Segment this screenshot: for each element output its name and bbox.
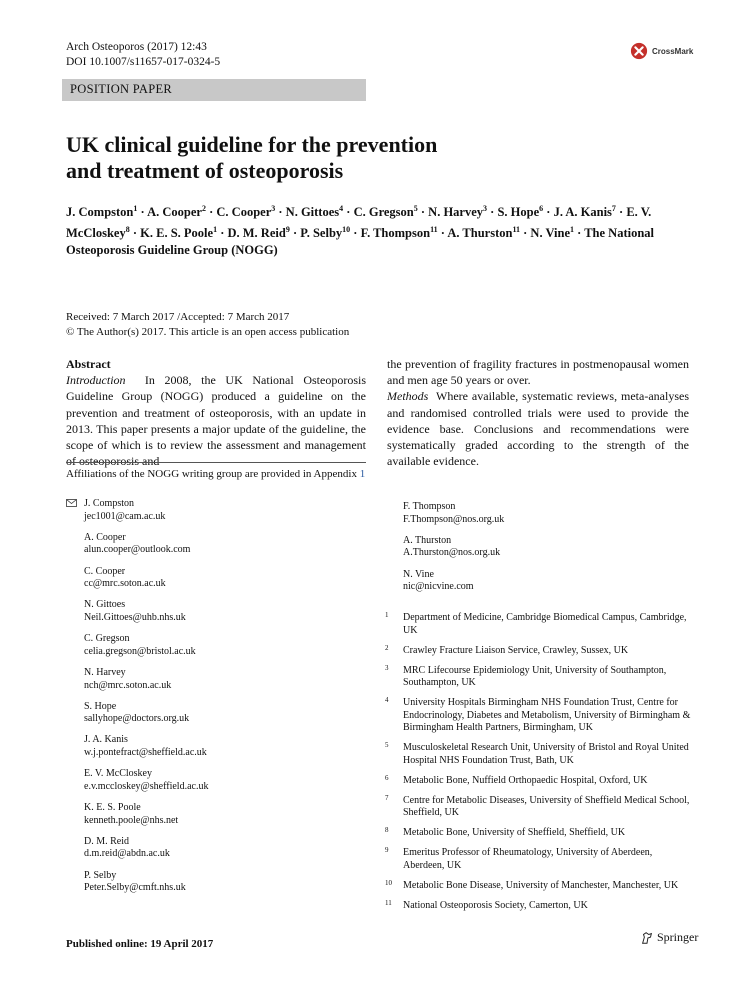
contact-entry bbox=[66, 836, 366, 861]
contact-name: E. V. McCloskey bbox=[84, 768, 152, 780]
affiliation-number: 1 bbox=[385, 611, 389, 619]
contact-name: C. Gregson bbox=[84, 633, 130, 645]
affiliation-number: 9 bbox=[385, 846, 389, 855]
affiliation-text: University Hospitals Birmingham NHS Foundation Trust, Centre for Endocrinology, Diabetes and Metabolism, University of Birmingham & Birmingham Health Partners, Birmingham, UK bbox=[403, 697, 691, 734]
affiliation-list bbox=[385, 612, 695, 920]
contact-email[interactable]: F.Thompson@nos.org.uk bbox=[403, 513, 505, 525]
author-name[interactable]: E. V. McCloskey bbox=[66, 205, 652, 241]
intro-text: In 2008, the UK National Osteoporosis Guideline Group (NOGG) produced a guideline on the prevention and treatment of osteoporosis, with an update in 2013. This paper presents a major update of the guideline, the scope of which is to review the assessment and management of osteoporosis and bbox=[66, 373, 366, 469]
doi-link[interactable]: DOI 10.1007/s11657-017-0324-5 bbox=[66, 56, 221, 68]
affiliation-number: 7 bbox=[385, 793, 389, 802]
crossmark-label: CrossMark bbox=[652, 46, 694, 56]
affiliation-number: 5 bbox=[385, 741, 389, 750]
affiliation-text: Emeritus Professor of Rheumatology, University of Aberdeen, Aberdeen, UK bbox=[403, 847, 653, 872]
contact-name: N. Vine bbox=[403, 568, 434, 580]
abstract-right-column bbox=[387, 356, 689, 469]
affiliation-text: MRC Lifecourse Epidemiology Unit, University of Southampton, Southampton, UK bbox=[403, 664, 667, 689]
contact-name: C. Cooper bbox=[84, 565, 126, 577]
author-affiliation-ref[interactable]: 8 bbox=[125, 225, 130, 235]
author-name[interactable]: P. Selby bbox=[300, 226, 343, 241]
author-name[interactable]: C. Cooper bbox=[216, 205, 272, 220]
author-affiliation-ref[interactable]: 1 bbox=[570, 225, 575, 235]
section-label: POSITION PAPER bbox=[70, 82, 173, 96]
affiliation-entry bbox=[385, 795, 695, 820]
contact-email[interactable]: Peter.Selby@cmft.nhs.uk bbox=[84, 882, 186, 894]
methods-label: Methods bbox=[387, 389, 429, 404]
publisher-logo bbox=[640, 930, 698, 945]
contact-entry bbox=[385, 535, 685, 560]
affiliation-text: Centre for Metabolic Diseases, University of Sheffield Medical School, Sheffield, UK bbox=[403, 794, 690, 819]
author-name[interactable]: S. Hope bbox=[497, 205, 540, 220]
contact-email[interactable]: e.v.mccloskey@sheffield.ac.uk bbox=[84, 780, 209, 792]
contact-entry bbox=[385, 569, 685, 594]
section-bar bbox=[62, 79, 366, 101]
crossmark-badge[interactable] bbox=[630, 42, 693, 60]
contact-name: N. Gittoes bbox=[84, 599, 126, 611]
contact-email[interactable]: nch@mrc.soton.ac.uk bbox=[84, 679, 172, 691]
contacts-left bbox=[66, 498, 366, 903]
affiliation-entry bbox=[385, 880, 695, 893]
author-name[interactable]: F. Thompson bbox=[360, 226, 431, 241]
contacts-right bbox=[385, 501, 685, 602]
author-affiliation-ref[interactable]: 7 bbox=[611, 204, 616, 213]
title-line-1: UK clinical guideline for the prevention bbox=[66, 132, 438, 157]
contact-entry bbox=[66, 734, 366, 759]
contact-entry bbox=[66, 768, 366, 793]
contact-entry bbox=[66, 802, 366, 827]
springer-horse-icon bbox=[640, 931, 654, 945]
author-name[interactable]: A. Cooper bbox=[147, 205, 202, 220]
affiliation-entry bbox=[385, 847, 695, 872]
article-title bbox=[66, 132, 666, 184]
affiliation-text: Crawley Fracture Liaison Service, Crawley, Sussex, UK bbox=[403, 644, 629, 656]
author-name[interactable]: N. Gittoes bbox=[285, 205, 340, 220]
author-affiliation-ref[interactable]: 11 bbox=[512, 225, 520, 235]
contact-name: J. Compston bbox=[84, 498, 135, 509]
contact-email[interactable]: cc@mrc.soton.ac.uk bbox=[84, 578, 166, 590]
contact-email[interactable]: Neil.Gittoes@uhb.nhs.uk bbox=[84, 611, 186, 623]
affiliation-entry bbox=[385, 827, 695, 840]
author-name[interactable]: C. Gregson bbox=[353, 205, 414, 220]
affiliation-entry bbox=[385, 665, 695, 690]
affiliation-text: Metabolic Bone Disease, University of Manchester, Manchester, UK bbox=[403, 880, 679, 892]
author-name[interactable]: N. Vine bbox=[530, 226, 571, 241]
contact-name: F. Thompson bbox=[403, 501, 456, 512]
contact-entry bbox=[385, 501, 685, 526]
affiliation-entry bbox=[385, 742, 695, 767]
author-affiliation-ref[interactable]: 1 bbox=[133, 204, 138, 213]
author-name[interactable]: J. Compston bbox=[66, 205, 134, 220]
contact-entry bbox=[66, 599, 366, 624]
contact-entry bbox=[66, 701, 366, 726]
affiliation-text: Metabolic Bone, Nuffield Orthopaedic Hospital, Oxford, UK bbox=[403, 774, 648, 786]
author-affiliation-ref[interactable]: 9 bbox=[285, 225, 290, 235]
contact-email[interactable]: w.j.pontefract@sheffield.ac.uk bbox=[84, 747, 207, 759]
contact-name: N. Harvey bbox=[84, 666, 126, 678]
affiliation-note-text: Affiliations of the NOGG writing group are provided in Appendix bbox=[66, 468, 360, 480]
title-line-2: and treatment of osteoporosis bbox=[66, 158, 344, 183]
publisher-name: Springer bbox=[657, 930, 699, 944]
contact-entry bbox=[66, 633, 366, 658]
affiliation-entry bbox=[385, 697, 695, 735]
affiliation-number: 4 bbox=[385, 696, 389, 705]
author-affiliation-ref[interactable]: 3 bbox=[271, 204, 276, 213]
author-affiliation-ref[interactable]: 3 bbox=[483, 204, 488, 213]
contact-entry bbox=[66, 532, 366, 557]
affiliation-entry bbox=[385, 645, 695, 658]
crossmark-icon bbox=[630, 42, 648, 60]
article-dates bbox=[66, 310, 349, 340]
author-affiliation-ref[interactable]: 5 bbox=[413, 204, 418, 213]
contact-entry bbox=[66, 667, 366, 692]
intro-label: Introduction bbox=[66, 373, 126, 388]
author-list: J. Compston$^1$ · A. Cooper$^2$ · C. Cooper$^3$ · N. Gittoes$^4$ · C. Gregson$^5$ · N. Harvey$^3$ · S. Hope$^6$ · J. A. Kanis$^7$ · E. V. McCloskey$^8$ · K. E. S. Poole$^1$ · D. M. Reid$^9$ · P. Selby$^{10}$ · F. Thompson$^{11}$ · A. Thurston$^{11}$ · N. Vine$^1$ · The National Osteoporosis Guideline Group (NOGG) bbox=[66, 204, 655, 258]
license-statement: © The Author(s) 2017. This article is an open access publication bbox=[66, 326, 350, 338]
author-affiliation-ref[interactable]: 2 bbox=[201, 204, 206, 213]
author-affiliation-ref[interactable]: 6 bbox=[539, 204, 544, 213]
affiliation-text: Musculoskeletal Research Unit, University of Bristol and Royal United Hospital NHS Foundation Trust, Bath, UK bbox=[403, 742, 689, 766]
appendix-link[interactable]: 1 bbox=[359, 468, 366, 480]
abstract-left-column bbox=[66, 356, 366, 469]
methods-text: Where available, systematic reviews, meta-analyses and randomised controlled trials were used to provide the evidence base. Conclusions and recommendations were systematically graded according to the strength of the available evidence. bbox=[387, 389, 689, 469]
contact-name: J. A. Kanis bbox=[84, 734, 128, 746]
author-name[interactable]: D. M. Reid bbox=[227, 226, 286, 241]
contact-name: A. Thurston bbox=[403, 534, 452, 546]
author-affiliation-ref[interactable]: 1 bbox=[213, 225, 218, 235]
footnote-divider bbox=[66, 462, 366, 463]
affiliation-entry bbox=[385, 612, 695, 637]
contact-email[interactable]: jec1001@cam.ac.uk bbox=[84, 510, 166, 522]
envelope-icon[interactable] bbox=[66, 499, 77, 507]
contact-email[interactable]: alun.cooper@outlook.com bbox=[84, 544, 191, 556]
affiliation-number: 8 bbox=[385, 826, 389, 835]
affiliation-text: National Osteoporosis Society, Camerton, UK bbox=[403, 900, 588, 911]
contact-name: S. Hope bbox=[84, 700, 117, 712]
received-accepted: Received: 7 March 2017 /Accepted: 7 March 2017 bbox=[66, 311, 290, 323]
affiliation-number: 10 bbox=[385, 879, 392, 888]
contact-email[interactable]: A.Thurston@nos.org.uk bbox=[403, 547, 501, 559]
published-online: Published online: 19 April 2017 bbox=[66, 938, 214, 950]
journal-citation-line: Arch Osteoporos (2017) 12:43 bbox=[66, 41, 207, 53]
affiliation-entry bbox=[385, 775, 695, 788]
author-name[interactable]: N. Harvey bbox=[428, 205, 484, 220]
intro-continued: the prevention of fragility fractures in postmenopausal women and men age 50 years or over. bbox=[387, 357, 689, 388]
contact-name: P. Selby bbox=[84, 869, 117, 881]
author-name[interactable]: J. A. Kanis bbox=[553, 205, 612, 220]
contact-name: D. M. Reid bbox=[84, 835, 129, 847]
author-affiliation-ref[interactable]: 10 bbox=[342, 225, 351, 235]
author-name[interactable]: K. E. S. Poole bbox=[140, 226, 214, 241]
contact-email[interactable]: kenneth.poole@nhs.net bbox=[84, 814, 179, 826]
journal-citation bbox=[66, 40, 220, 70]
contact-email[interactable]: d.m.reid@abdn.ac.uk bbox=[84, 848, 170, 860]
affiliation-number: 6 bbox=[385, 773, 389, 782]
contact-entry bbox=[66, 870, 366, 895]
contact-name: A. Cooper bbox=[84, 531, 126, 543]
author-affiliation-ref[interactable]: 11 bbox=[430, 225, 438, 235]
contact-entry bbox=[66, 498, 366, 523]
affiliation-text: Department of Medicine, Cambridge Biomedical Campus, Cambridge, UK bbox=[403, 612, 687, 636]
affiliation-text: Metabolic Bone, University of Sheffield, Sheffield, UK bbox=[403, 827, 626, 839]
abstract-heading: Abstract bbox=[66, 357, 111, 371]
contact-email[interactable]: celia.gregson@bristol.ac.uk bbox=[84, 645, 196, 657]
contact-email[interactable]: sallyhope@doctors.org.uk bbox=[84, 713, 190, 725]
contact-entry bbox=[66, 566, 366, 591]
affiliation-number: 2 bbox=[385, 643, 389, 652]
author-name[interactable]: A. Thurston bbox=[447, 226, 513, 241]
contact-email[interactable]: nic@nicvine.com bbox=[403, 581, 474, 593]
affiliation-number: 3 bbox=[385, 663, 389, 672]
author-affiliation-ref[interactable]: 4 bbox=[339, 204, 344, 213]
affiliation-note bbox=[66, 468, 365, 480]
affiliation-entry bbox=[385, 900, 695, 913]
contact-name: K. E. S. Poole bbox=[84, 802, 141, 814]
affiliation-number: 11 bbox=[385, 899, 392, 907]
author-group: The National Osteoporosis Guideline Group (NOGG) bbox=[66, 226, 655, 258]
